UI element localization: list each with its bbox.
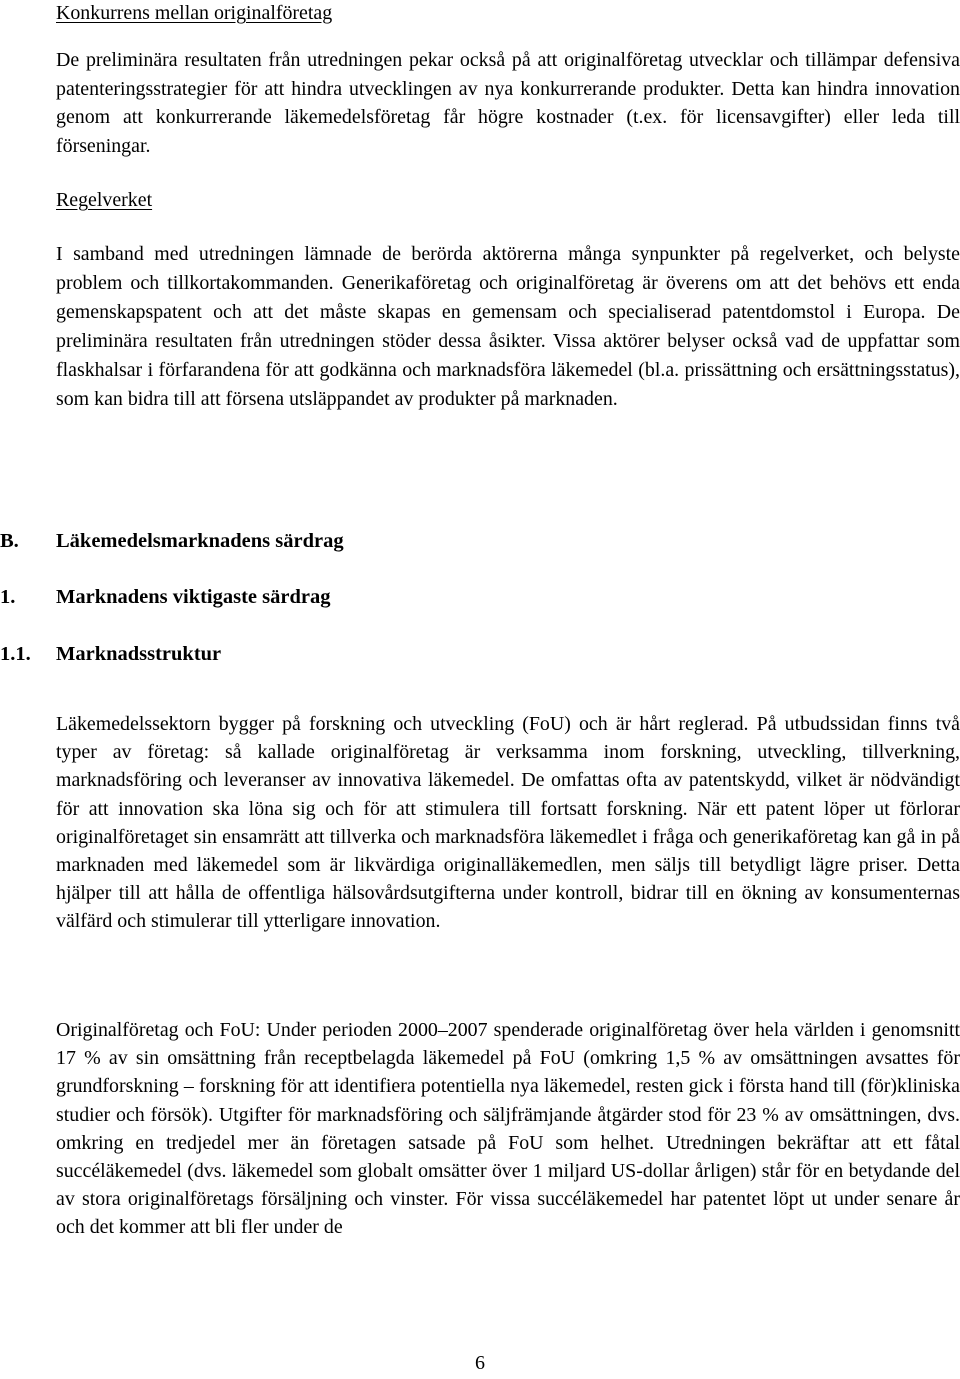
- heading-1: [0, 586, 331, 609]
- paragraph: Originalföretag och FoU: Under perioden 2000–2007 spenderade originalföretag över hela världen i genomsnitt 17 % av sin omsättning från receptbelagda läkemedel på FoU (omkring 1,5 % av omsättningen avsattes för grundforskning – forskning för att identifiera potentiella nya läkemedel, resten gick i första hand till (för)kliniska studier och försök). Utgifter för marknadsföring och säljfrämjande åtgärder stod för 23 % av omsättningen, dvs. omkring en tredjedel mer än företagen satsade på FoU som helhet. Utredningen bekräftar att ett fåtal succéläkemedel (dvs. läkemedel som globalt omsätter över 1 miljard US-dollar årligen) står för en betydande del av stora originalföretags försäljning och vinster. För vissa succéläkemedel har patentet löpt ut under senare år och det kommer att bli fler under de: [56, 1019, 960, 1239]
- section-fou: [56, 1016, 960, 1242]
- heading-title: Marknadens viktigaste särdrag: [56, 586, 331, 608]
- heading-number: B.: [0, 530, 19, 552]
- heading-b: [0, 530, 344, 553]
- paragraph: I samband med utredningen lämnade de berörda aktörerna många synpunkter på regelverket, och belyste problem och tillkortakommanden. Generikaföretag och originalföretag är överens om att det behövs ett enda gemenskapspatent och att det måste skapas en gemensam och specialiserad patentdomstol i Europa. De preliminära resultaten från utredningen stöder dessa åsikter. Vissa aktörer belyser också vad de uppfattar som flaskhalsar i förfarandena för att godkänna och marknadsföra läkemedel (bl.a. prissättning och ersättningsstatus), som kan bidra till att försena utsläppandet av produkter på marknaden.: [56, 243, 960, 410]
- paragraph: De preliminära resultaten från utredningen pekar också på att originalföretag utvecklar och tillämpar defensiva patenteringsstrategier för att hindra utvecklingen av nya konkurrerande produkter. Detta kan hindra innovation genom att konkurrerande läkemedelsföretag får högre kostnader (t.ex. för licensavgifter) eller leda till förseningar.: [56, 49, 960, 158]
- heading-1-1: [0, 643, 222, 666]
- heading-number: 1.1.: [0, 643, 31, 665]
- page-number: 6: [475, 1352, 485, 1374]
- section-heading: Regelverket: [56, 189, 153, 211]
- section-heading: Konkurrens mellan originalföretag: [56, 2, 333, 24]
- paragraph: Läkemedelssektorn bygger på forskning och utveckling (FoU) och är hårt reglerad. På utbudssidan finns två typer av företag: så kallade originalföretag är verksamma inom forskning, utveckling, tillverkning, marknadsföring och leveranser av innovativa läkemedel. De omfattas ofta av patentskydd, vilket är nödvändigt för att innovation ska löna sig och för att stimulera till fortsatt forskning. När ett patent löper ut förlorar originalföretaget sin ensamrätt att tillverka och marknadsföra läkemedlet i fråga och generikaföretag kan gå in på marknaden med läkemedel som är likvärdiga originalläkemedlen, men säljs till betydligt lägre priser. Detta hjälper till att hålla de offentliga hälsovårdsutgifterna under kontroll, bidrar till en ökning av konsumenternas välfärd och stimulerar till ytterligare innovation.: [56, 713, 960, 933]
- heading-title: Läkemedelsmarknadens särdrag: [56, 530, 344, 552]
- heading-number: 1.: [0, 586, 16, 608]
- section-marknadsstruktur: [56, 710, 960, 936]
- heading-title: Marknadsstruktur: [56, 643, 222, 665]
